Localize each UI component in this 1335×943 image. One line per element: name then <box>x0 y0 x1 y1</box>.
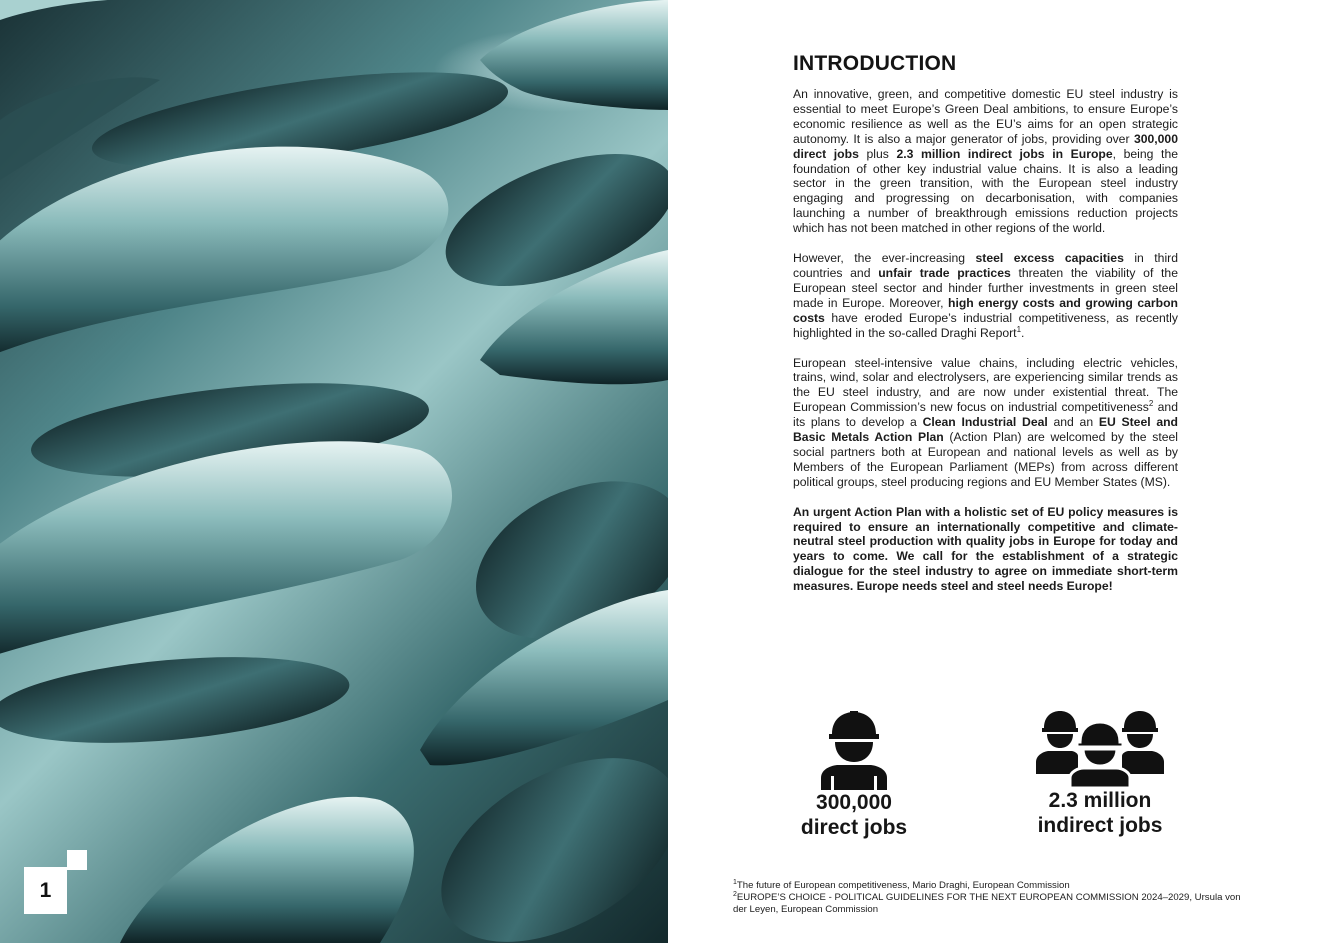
footnote-text: EUROPE’S CHOICE - POLITICAL GUIDELINES FOR THE NEXT EUROPEAN COMMISSION 2024–2029, Ursula von der Leyen, European Commission <box>733 892 1241 915</box>
footnotes <box>733 880 1253 916</box>
stat-label: direct jobs <box>800 816 908 839</box>
emphasis-text: EU Steel and Basic Metals Action Plan <box>793 415 1178 445</box>
body-text: However, the ever-increasing <box>793 251 976 266</box>
footnote-2 <box>733 892 1253 916</box>
footnote-marker: 1 <box>733 878 737 886</box>
body-text: European steel-intensive value chains, including electric vehicles, trains, wind, solar and electrolysers, are experiencing similar trends as the EU steel industry, and are now under existential threat. The European Commission’s new focus on industrial competitiveness <box>793 355 1178 415</box>
body-text: plus <box>858 146 897 161</box>
body-text: , being the foundation of other key industrial value chains. It is also a leading sector in the green transition, with the European steel industry engaging and progressing on decarbonisation, with companies launching a number of breakthrough emissions reduction projects which has not been matched in other regions of the world. <box>793 146 1178 236</box>
emphasis-text: 2.3 million indirect jobs in Europe <box>896 146 1113 161</box>
body-text: threaten the viability of the European steel sector and hinder further investments in green steel made in Europe. Moreover, <box>793 265 1178 310</box>
introduction-section <box>793 52 1178 609</box>
footnote-marker: 2 <box>733 890 737 898</box>
body-text: and its plans to develop a <box>793 400 1178 430</box>
emphasis-text: Clean Industrial Deal <box>922 415 1048 430</box>
call-to-action-paragraph: An urgent Action Plan with a holistic set of EU policy measures is required to ensure an internationally competitive and climate-neutral steel production with quality jobs in Europe for today and years to come. We call for the establishment of a strategic dialogue for the steel industry to agree on immediate short-term measures. Europe needs steel and steel needs Europe! <box>793 504 1178 594</box>
worker-group-icon <box>1036 708 1164 788</box>
emphasis-text: high energy costs and growing carbon costs <box>793 295 1178 325</box>
single-worker-icon <box>819 708 889 790</box>
page-number: 1 <box>39 878 52 902</box>
body-text: in third countries and <box>793 251 1178 280</box>
body-text: and an <box>1047 415 1099 430</box>
stat-direct-jobs <box>780 708 928 840</box>
stat-indirect-jobs <box>1010 708 1190 838</box>
footnote-1 <box>733 880 1253 892</box>
body-text: have eroded Europe’s industrial competitiveness, as recently highlighted in the so-called Draghi Report <box>793 310 1178 340</box>
footnote-text: The future of European competitiveness, Mario Draghi, European Commission <box>736 880 1070 891</box>
section-title: INTRODUCTION <box>793 52 957 75</box>
stat-value: 300,000 <box>816 791 892 814</box>
intro-paragraph-3 <box>793 356 1178 490</box>
emphasis-text: 300,000 direct jobs <box>793 131 1178 161</box>
page-badge-notch <box>67 850 87 870</box>
stat-label: indirect jobs <box>1037 814 1163 837</box>
footnote-reference: 1 <box>1016 324 1022 334</box>
emphasis-text: steel excess capacities <box>975 251 1124 266</box>
emphasis-text: unfair trade practices <box>878 265 1011 280</box>
intro-paragraph-1 <box>793 87 1178 236</box>
stat-value: 2.3 million <box>1048 789 1152 812</box>
footnote-reference: 2 <box>1148 399 1154 409</box>
body-text: (Action Plan) are welcomed by the steel social partners both at European and national levels as well as by Members of the European Parliament (MEPs) from across different political groups, steel producing regions and EU Member States (MS). <box>793 430 1178 489</box>
body-text: An innovative, green, and competitive domestic EU steel industry is essential to meet Europe’s Green Deal ambitions, to ensure Europe’s economic resilience as well as the EU’s aims for an open strategic autonomy. It is also a major generator of jobs, providing over <box>793 87 1178 146</box>
body-text: . <box>1021 325 1025 340</box>
intro-paragraph-2 <box>793 251 1178 340</box>
